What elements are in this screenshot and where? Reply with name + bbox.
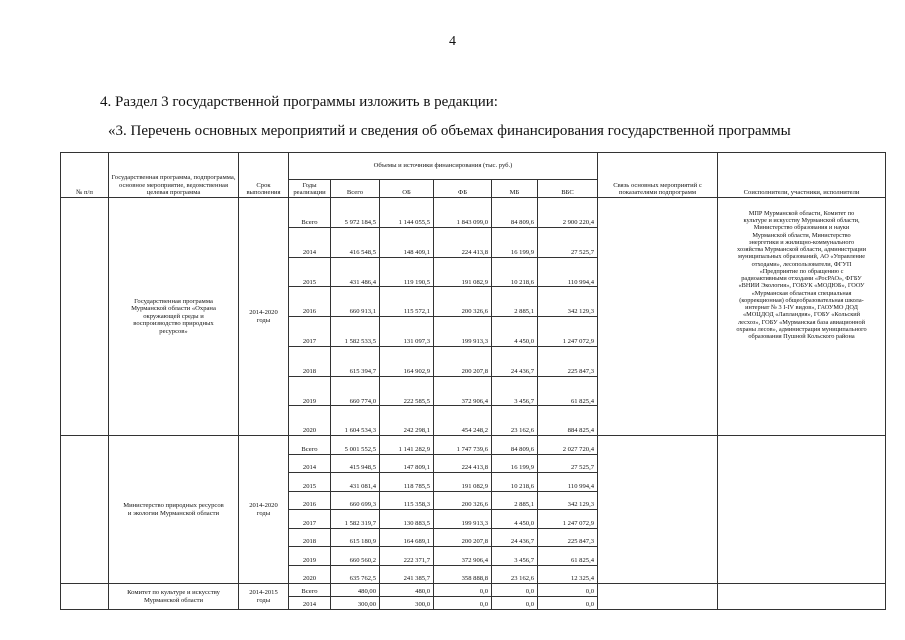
mb-cell: 3 456,7	[492, 376, 538, 406]
year-cell: 2019	[289, 376, 331, 406]
fb-cell: 200 207,8	[434, 528, 492, 547]
vbs-cell: 110 994,4	[538, 473, 598, 492]
ob-cell: 131 097,3	[380, 317, 434, 347]
fb-cell: 191 082,9	[434, 473, 492, 492]
program-term: 2014-2020 годы	[239, 436, 289, 584]
header-link: Связь основных мероприятий с показателями подпрограмм	[598, 153, 718, 198]
fb-cell: 0,0	[434, 584, 492, 597]
vbs-cell: 1 247 072,9	[538, 510, 598, 529]
vbs-cell: 61 825,4	[538, 376, 598, 406]
vbs-cell: 1 247 072,9	[538, 317, 598, 347]
ob-cell: 480,0	[380, 584, 434, 597]
vbs-cell: 225 847,3	[538, 528, 598, 547]
ob-cell: 164 689,1	[380, 528, 434, 547]
program-label: Комитет по культуре и искусству Мурманской области	[109, 584, 239, 610]
header-mb: МБ	[492, 180, 538, 198]
header-funding-group: Объемы и источники финансирования (тыс. руб.)	[289, 153, 598, 180]
vbs-cell: 2 900 220,4	[538, 198, 598, 228]
ob-cell: 222 371,7	[380, 547, 434, 566]
funding-table-container	[60, 152, 885, 609]
total-cell: 431 081,4	[331, 473, 380, 492]
header-years: Годы реализации	[289, 180, 331, 198]
fb-cell: 224 413,8	[434, 454, 492, 473]
vbs-cell: 110 994,4	[538, 257, 598, 287]
header-term: Срок выполнения	[239, 153, 289, 198]
year-cell: 2014	[289, 597, 331, 610]
fb-cell: 358 888,8	[434, 565, 492, 584]
program-term: 2014-2020 годы	[239, 198, 289, 436]
mb-cell: 16 199,9	[492, 227, 538, 257]
fb-cell: 454 248,2	[434, 406, 492, 436]
mb-cell: 10 218,6	[492, 473, 538, 492]
vbs-cell: 0,0	[538, 584, 598, 597]
total-cell: 1 582 533,5	[331, 317, 380, 347]
page-number: 4	[449, 34, 456, 49]
mb-cell: 84 809,6	[492, 198, 538, 228]
fb-cell: 1 747 739,6	[434, 436, 492, 455]
header-vbs: ВБС	[538, 180, 598, 198]
fb-cell: 199 913,3	[434, 510, 492, 529]
ob-cell: 115 572,1	[380, 287, 434, 317]
fb-cell: 0,0	[434, 597, 492, 610]
table-row	[61, 584, 886, 597]
total-cell: 431 486,4	[331, 257, 380, 287]
year-cell: 2019	[289, 547, 331, 566]
mb-cell: 24 436,7	[492, 528, 538, 547]
total-cell: 1 582 319,7	[331, 510, 380, 529]
program-term: 2014-2015 годы	[239, 584, 289, 610]
fb-cell: 224 413,8	[434, 227, 492, 257]
table-body	[61, 198, 886, 610]
year-cell: 2017	[289, 510, 331, 529]
year-cell: 2020	[289, 565, 331, 584]
program-label: Министерство природных ресурсов и экологии Мурманской области	[109, 436, 239, 584]
mb-cell: 0,0	[492, 584, 538, 597]
fb-cell: 200 207,8	[434, 346, 492, 376]
vbs-cell: 342 129,3	[538, 491, 598, 510]
table-row	[61, 436, 886, 455]
fb-cell: 1 843 099,0	[434, 198, 492, 228]
total-cell: 5 001 552,5	[331, 436, 380, 455]
ob-cell: 241 385,7	[380, 565, 434, 584]
fb-cell: 372 906,4	[434, 547, 492, 566]
total-cell: 1 604 534,3	[331, 406, 380, 436]
year-cell: 2016	[289, 491, 331, 510]
ob-cell: 119 190,5	[380, 257, 434, 287]
mb-cell: 24 436,7	[492, 346, 538, 376]
mb-cell: 10 218,6	[492, 257, 538, 287]
ob-cell: 1 144 055,5	[380, 198, 434, 228]
table-title: «3. Перечень основных мероприятий и сведения об объемах финансирования государственной программы	[108, 123, 791, 139]
mb-cell: 23 162,6	[492, 565, 538, 584]
year-cell: Всего	[289, 198, 331, 228]
ob-cell: 164 902,9	[380, 346, 434, 376]
mb-cell: 23 162,6	[492, 406, 538, 436]
mb-cell: 84 809,6	[492, 436, 538, 455]
table-row	[61, 198, 886, 228]
executors-cell	[718, 584, 886, 610]
ob-cell: 115 358,3	[380, 491, 434, 510]
row-number-cell	[61, 436, 109, 584]
total-cell: 300,00	[331, 597, 380, 610]
row-number-cell	[61, 584, 109, 610]
vbs-cell: 342 129,3	[538, 287, 598, 317]
vbs-cell: 27 525,7	[538, 454, 598, 473]
total-cell: 480,00	[331, 584, 380, 597]
link-cell	[598, 436, 718, 584]
header-fb: ФБ	[434, 180, 492, 198]
year-cell: 2015	[289, 473, 331, 492]
ob-cell: 130 883,5	[380, 510, 434, 529]
mb-cell: 3 456,7	[492, 547, 538, 566]
header-total: Всего	[331, 180, 380, 198]
ob-cell: 242 298,1	[380, 406, 434, 436]
header-ob: ОБ	[380, 180, 434, 198]
total-cell: 660 913,1	[331, 287, 380, 317]
year-cell: 2015	[289, 257, 331, 287]
year-cell: 2016	[289, 287, 331, 317]
total-cell: 660 699,3	[331, 491, 380, 510]
year-cell: 2018	[289, 528, 331, 547]
fb-cell: 199 913,3	[434, 317, 492, 347]
vbs-cell: 2 027 720,4	[538, 436, 598, 455]
year-cell: 2018	[289, 346, 331, 376]
vbs-cell: 225 847,3	[538, 346, 598, 376]
mb-cell: 4 450,0	[492, 510, 538, 529]
mb-cell: 16 199,9	[492, 454, 538, 473]
mb-cell: 2 885,1	[492, 287, 538, 317]
year-cell: 2017	[289, 317, 331, 347]
vbs-cell: 884 825,4	[538, 406, 598, 436]
executors-cell	[718, 436, 886, 584]
vbs-cell: 0,0	[538, 597, 598, 610]
fb-cell: 200 326,6	[434, 491, 492, 510]
total-cell: 635 762,5	[331, 565, 380, 584]
total-cell: 615 180,9	[331, 528, 380, 547]
year-cell: 2020	[289, 406, 331, 436]
fb-cell: 372 906,4	[434, 376, 492, 406]
ob-cell: 148 409,1	[380, 227, 434, 257]
year-cell: 2014	[289, 454, 331, 473]
ob-cell: 147 809,1	[380, 454, 434, 473]
mb-cell: 4 450,0	[492, 317, 538, 347]
vbs-cell: 27 525,7	[538, 227, 598, 257]
total-cell: 660 774,0	[331, 376, 380, 406]
section-heading: 4. Раздел 3 государственной программы изложить в редакции:	[100, 94, 498, 110]
header-num: № п/п	[61, 153, 109, 198]
fb-cell: 191 082,9	[434, 257, 492, 287]
vbs-cell: 61 825,4	[538, 547, 598, 566]
ob-cell: 222 585,5	[380, 376, 434, 406]
year-cell: Всего	[289, 584, 331, 597]
link-cell	[598, 198, 718, 436]
funding-table	[60, 152, 886, 610]
mb-cell: 2 885,1	[492, 491, 538, 510]
total-cell: 660 560,2	[331, 547, 380, 566]
link-cell	[598, 584, 718, 610]
row-number-cell	[61, 198, 109, 436]
vbs-cell: 12 325,4	[538, 565, 598, 584]
executors-cell: МПР Мурманской области, Комитет по культуре и искусству Мурманской области, Министерство образования и науки Мурманской области, Министерство энергетики и жилищно-коммунального хозяйства Мурманской области, администрации муниципальных образований, АО «Управление отходами», лесопользователи, ФГУП «Предприятие по обращению с радиоактивными отходами «РосРАО», ФГБУ «ВНИИ Экология», ГОБУК «МОДЮБ», ГООУ «Мурманская областная специальная (коррекционная) общеобразовательная школа- интернат № 3 I-IV видов», ГАОУМО ДОД «МОЦДОД «Лапландия», ГОБУ «Кольский лесхоз», ГОБУ «Мурманская база авиационной охраны лесов», администрация муниципального образования Пушной Кольского района	[718, 198, 886, 436]
header-executors: Соисполнители, участники, исполнители	[718, 153, 886, 198]
ob-cell: 300,0	[380, 597, 434, 610]
year-cell: Всего	[289, 436, 331, 455]
mb-cell: 0,0	[492, 597, 538, 610]
ob-cell: 1 141 282,9	[380, 436, 434, 455]
total-cell: 615 394,7	[331, 346, 380, 376]
year-cell: 2014	[289, 227, 331, 257]
total-cell: 415 948,5	[331, 454, 380, 473]
program-label: Государственная программа Мурманской области «Охрана окружающей среды и воспроизводство природных ресурсов»	[109, 198, 239, 436]
header-program: Государственная программа, подпрограмма, основное мероприятие, ведомственная целевая программа	[109, 153, 239, 198]
ob-cell: 118 785,5	[380, 473, 434, 492]
total-cell: 5 972 184,5	[331, 198, 380, 228]
total-cell: 416 548,5	[331, 227, 380, 257]
fb-cell: 200 326,6	[434, 287, 492, 317]
